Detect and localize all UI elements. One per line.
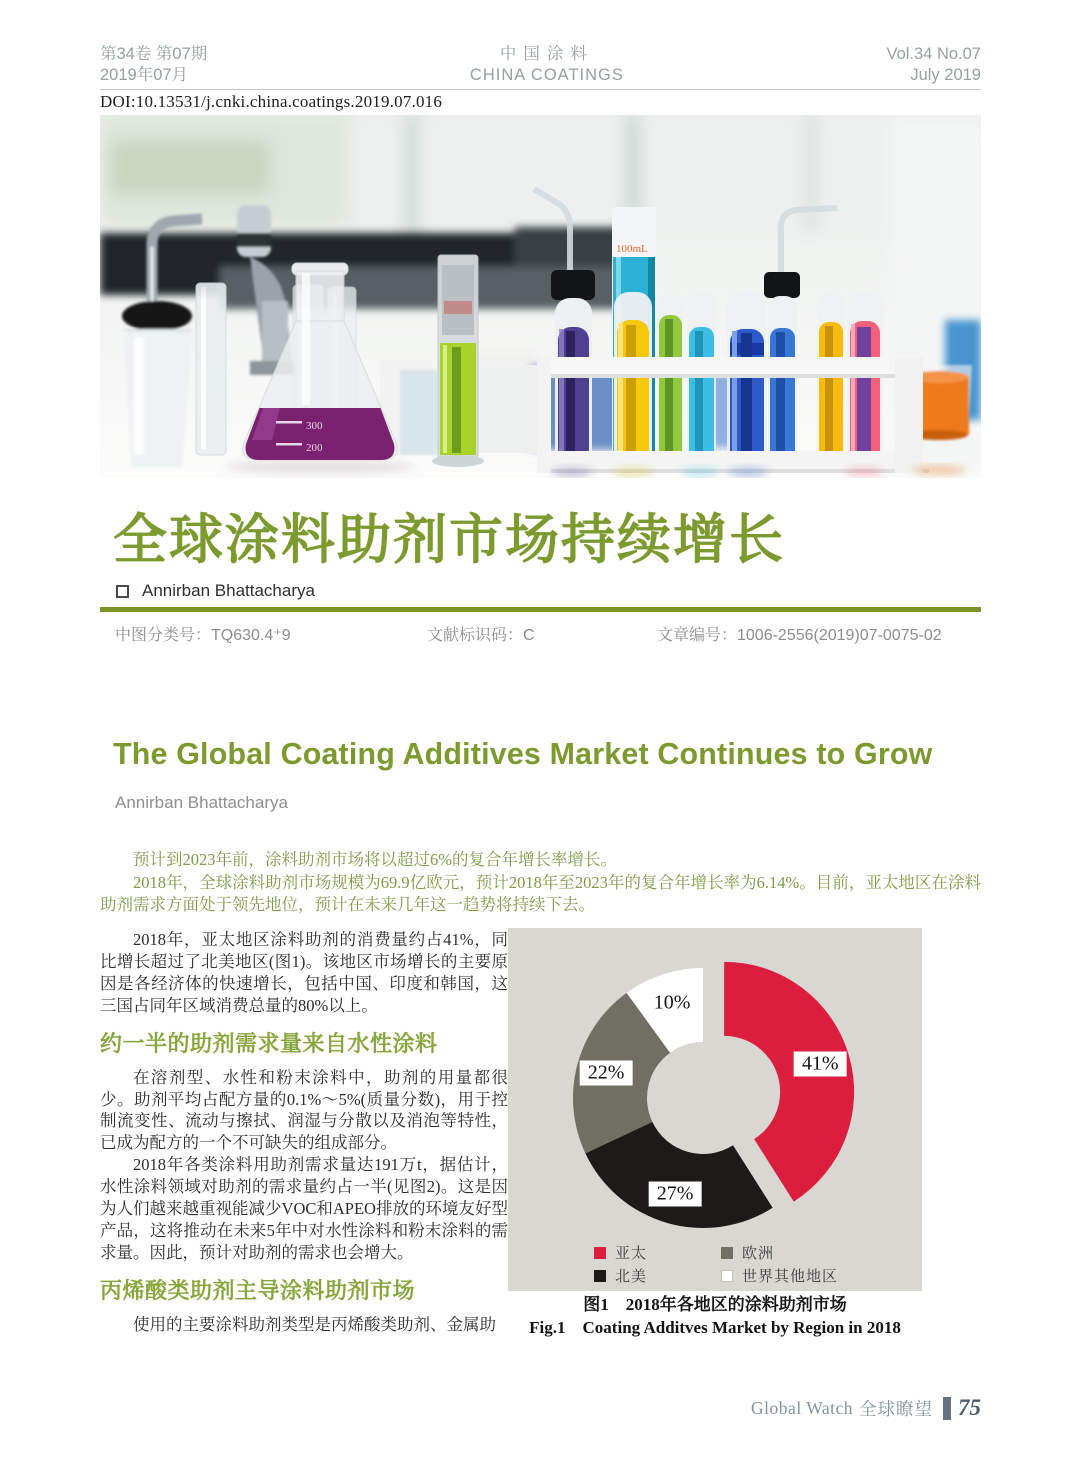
body-paragraph: 使用的主要涂料助剂类型是丙烯酸类助剂、金属助 xyxy=(133,1314,496,1334)
legend-swatch xyxy=(594,1247,606,1259)
flask-mark-300: 300 xyxy=(306,420,323,432)
article-title-zh: 全球涂料助剂市场持续增长 xyxy=(113,510,785,570)
figure1-caption-zh: 图1 2018年各地区的涂料助剂市场 xyxy=(583,1295,847,1314)
journal-name-en: CHINA COATINGS xyxy=(469,66,624,84)
intro-paragraph: 预计到2023年前，涂料助剂市场将以超过6%的复合年增长率增长。 xyxy=(133,850,617,869)
legend-item-亚太 xyxy=(594,1242,721,1263)
page-footer xyxy=(100,1393,981,1423)
legend-label: 世界其他地区 xyxy=(742,1269,839,1285)
journal-header xyxy=(100,44,981,90)
footer-section-zh: 全球瞭望 xyxy=(859,1398,933,1419)
figure1-caption-en: Fig.1 Coating Additves Market by Region in 2018 xyxy=(529,1318,901,1337)
volume-issue: 第34卷 第07期 xyxy=(100,45,208,63)
header-issue-info xyxy=(100,44,207,86)
clc-number: 中图分类号：TQ630.4⁺9 xyxy=(115,627,291,644)
legend-swatch xyxy=(721,1247,733,1259)
article-id: 文章编号：1006-2556(2019)07-0075-02 xyxy=(657,627,942,644)
flask-mark-200: 200 xyxy=(306,442,323,454)
footer-bar-icon xyxy=(943,1397,951,1420)
author-marker-box xyxy=(116,585,129,598)
footer-section-en: Global Watch xyxy=(751,1397,853,1418)
slice-label-北美: 27% xyxy=(649,1182,702,1207)
journal-name xyxy=(470,44,624,86)
article-title-en: The Global Coating Additives Market Continues to Grow xyxy=(113,736,933,771)
header-volume-en xyxy=(886,44,981,86)
section-heading-waterborne: 约一半的助剂需求量来自水性涂料 xyxy=(100,1030,438,1056)
author-name-en: Annirban Bhattacharya xyxy=(115,793,288,812)
chart-legend xyxy=(594,1242,838,1286)
title-divider-rule xyxy=(100,607,981,612)
intro-paragraph: 2018年，全球涂料助剂市场规模为69.9亿欧元，预计2018年至2023年的复合年增长率为6.14%。目前，亚太地区在涂料助剂需求方面处于领先地位，预计在未来几年这一趋势将持续下去。 xyxy=(100,872,981,914)
legend-label: 亚太 xyxy=(615,1246,648,1262)
doi-line: DOI:10.13531/j.cnki.china.coatings.2019.07.016 xyxy=(100,92,443,111)
document-code: 文献标识码：C xyxy=(427,627,535,644)
slice-label-亚太: 41% xyxy=(794,1051,847,1076)
journal-name-zh: 中国涂料 xyxy=(499,45,594,63)
body-left-column xyxy=(100,929,508,1336)
body-paragraph: 2018年，亚太地区涂料助剂的消费量约占41%，同比增长超过了北美地区(图1)。该地区市场增长的主要原因是各经济体的快速增长，包括中国、印度和韩国，这三国占同年区域消费总量的80%以上。 xyxy=(100,930,508,1015)
author-byline xyxy=(116,581,315,601)
legend-item-世界其他地区 xyxy=(721,1265,838,1286)
figure1-caption xyxy=(508,1294,922,1339)
lab-photo xyxy=(100,115,981,478)
section-heading-acrylic: 丙烯酸类助剂主导涂料助剂市场 xyxy=(100,1277,416,1303)
legend-item-北美 xyxy=(594,1265,721,1286)
legend-swatch xyxy=(594,1270,606,1282)
figure1-chart-panel xyxy=(508,928,922,1291)
donut-chart xyxy=(508,928,922,1291)
page-number: 75 xyxy=(958,1395,981,1420)
legend-swatch xyxy=(721,1270,733,1282)
intro-abstract xyxy=(100,849,981,917)
slice-label-欧洲: 22% xyxy=(580,1061,633,1086)
legend-item-欧洲 xyxy=(721,1242,838,1263)
issue-date-zh: 2019年07月 xyxy=(100,66,189,84)
issue-date-en: July 2019 xyxy=(910,66,981,84)
legend-label: 北美 xyxy=(615,1269,648,1285)
lab-photo-illustration xyxy=(100,115,981,478)
body-paragraph: 2018年各类涂料用助剂需求量达191万t，据估计，水性涂料领域对助剂的需求量约占一半(见图2)。这是因为人们越来越重视能减少VOC和APEO排放的环境友好型产品，这将推动在未来5年中对水性涂料和粉末涂料的需求量。因此，预计对助剂的需求也会增大。 xyxy=(100,1155,508,1262)
slice-label-世界其他地区: 10% xyxy=(653,991,691,1014)
volume-en: Vol.34 No.07 xyxy=(886,45,981,63)
article-meta-row xyxy=(115,622,981,646)
graduated-cylinder xyxy=(432,255,484,467)
cylinder-label: 100mL xyxy=(616,243,648,255)
author-name: Annirban Bhattacharya xyxy=(142,581,315,600)
body-paragraph: 在溶剂型、水性和粉末涂料中，助剂的用量都很少。助剂平均占配方量的0.1%～5%(质量分数)，用于控制流变性、流动与擦拭、润湿与分散以及消泡等特性，已成为配方的一个不可缺失的组成部分。 xyxy=(100,1067,508,1153)
legend-label: 欧洲 xyxy=(742,1246,775,1262)
